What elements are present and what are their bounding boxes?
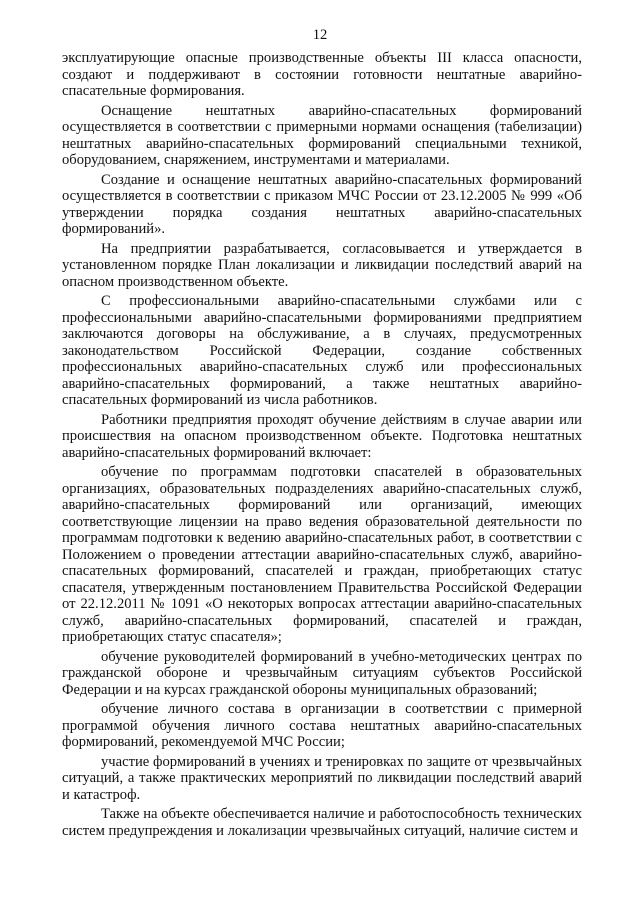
list-item-personnel-training: обучение личного состава в организации в соответствии с примерной программой обучения личного состава нештатных аварийно-спасательных формирований, рекомендуемой МЧС России;: [62, 701, 582, 750]
paragraph-continuation: эксплуатирующие опасные производственные объекты III класса опасности, создают и поддерживают в состоянии готовности нештатные аварийно-спасательные формирования.: [62, 50, 582, 99]
paragraph-training-intro: Работники предприятия проходят обучение действиям в случае аварии или происшествия на опасном производственном объекте. Подготовка нештатных аварийно-спасательных формирований включает:: [62, 411, 582, 461]
list-item-leader-training: обучение руководителей формирований в учебно-методических центрах по гражданской обороне и чрезвычайным ситуациям субъектов Российской Федерации и на курсах гражданской обороны муниципальных образований;: [62, 648, 582, 698]
paragraph-technical-systems: Также на объекте обеспечивается наличие и работоспособность технических систем предупреждения и локализации чрезвычайных ситуаций, наличие систем и: [62, 806, 582, 839]
paragraph-creation-order: Создание и оснащение нештатных аварийно-спасательных формирований осуществляется в соответствии с приказом МЧС России от 23.12.2005 № 999 «Об утверждении порядка создания нештатных аварийно-спасательных формирований».: [62, 171, 582, 237]
paragraph-equipment: Оснащение нештатных аварийно-спасательных формирований осуществляется в соответствии с примерными нормами оснащения (табелизации) нештатных аварийно-спасательных формирований специальными техникой, оборудованием, снаряжением, инструментами и материалами.: [62, 102, 582, 168]
list-item-rescuer-training: обучение по программам подготовки спасателей в образовательных организациях, образовательных подразделениях аварийно-спасательных служб, аварийно-спасательных формирований или организаций, имеющих соответствующие лицензии на право ведения образовательной деятельности по программам подготовки к ведению аварийно-спасательных работ, в соответствии с Положением о проведении аттестации аварийно-спасательных служб, аварийно-спасательных формирований, спасателей и граждан, приобретающих статус спасателя, утвержденным постановлением Правительства Российской Федерации от 22.12.2011 № 1091 «О некоторых вопросах аттестации аварийно-спасательных служб, аварийно-спасательных формирований, спасателей и граждан, приобретающих статус спасателя»;: [62, 464, 582, 645]
document-body: [62, 50, 582, 842]
paragraph-localization-plan: На предприятии разрабатывается, согласовывается и утверждается в установленном порядке План локализации и ликвидации последствий аварий на опасном производственном объекте.: [62, 240, 582, 290]
page-number: 12: [312, 27, 328, 43]
list-item-exercises: участие формирований в учениях и тренировках по защите от чрезвычайных ситуаций, а также практических мероприятий по ликвидации последствий аварий и катастроф.: [62, 753, 582, 803]
paragraph-service-contracts: С профессиональными аварийно-спасательными службами или с профессиональными аварийно-спасательными формированиями предприятием заключаются договоры на обслуживание, а в случаях, предусмотренных законодательством Российской Федерации, создание собственных профессиональных аварийно-спасательных служб или профессиональных аварийно-спасательных формирований, а также нештатных аварийно-спасательных формирований из числа работников.: [62, 293, 582, 408]
